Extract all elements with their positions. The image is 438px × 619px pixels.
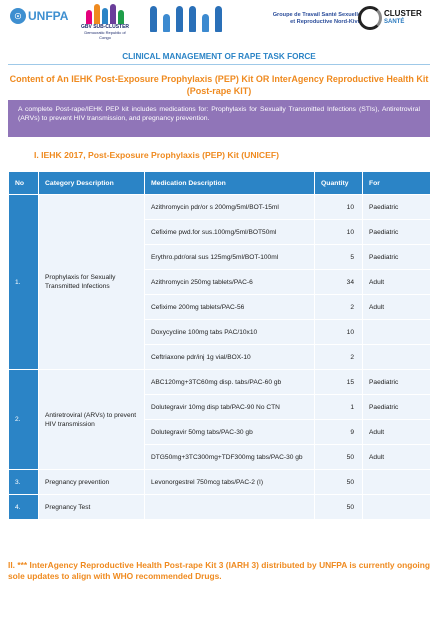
gts-line-1: Groupe de Travail Santé Sexuelle	[272, 12, 361, 18]
for-cell: Paediatric	[363, 245, 431, 270]
medication-cell: Ceftriaxone pdr/inj 1g vial/BOX-10	[145, 345, 315, 370]
medication-cell: Cefixime 200mg tablets/PAC-56	[145, 295, 315, 320]
cluster-line-1: CLUSTER	[384, 9, 422, 18]
quantity-cell: 50	[315, 445, 363, 470]
pep-kit-table	[8, 171, 431, 520]
header-medication: Medication Description	[145, 172, 315, 195]
table-row	[9, 370, 431, 395]
table-body	[9, 195, 431, 520]
gbv-subcluster-logo	[80, 2, 130, 40]
row-number: 4.	[9, 495, 39, 520]
row-number: 1.	[9, 195, 39, 370]
cluster-sante-logo	[358, 6, 422, 30]
gbv-name: GBV SUB-CLUSTER	[80, 24, 130, 30]
page-title: Content of An IEHK Post-Exposure Prophylaxis (PEP) Kit OR InterAgency Reproductive Health Kit (Post-rape KIT)	[9, 74, 429, 96]
quantity-cell: 34	[315, 270, 363, 295]
quantity-cell: 50	[315, 495, 363, 520]
category-cell: Antiretroviral (ARVs) to prevent HIV transmission	[39, 370, 145, 470]
quantity-cell: 2	[315, 345, 363, 370]
quantity-cell: 50	[315, 470, 363, 495]
medication-cell: Doxycycline 100mg tabs PAC/10x10	[145, 320, 315, 345]
for-cell	[363, 495, 431, 520]
for-cell: Adult	[363, 270, 431, 295]
table-row	[9, 470, 431, 495]
quantity-cell: 9	[315, 420, 363, 445]
people-figures-icon	[150, 6, 222, 32]
quantity-cell: 1	[315, 395, 363, 420]
for-cell	[363, 345, 431, 370]
header-no: No	[9, 172, 39, 195]
header-quantity: Quantity	[315, 172, 363, 195]
medication-cell: Dolutegravir 50mg tabs/PAC-30 gb	[145, 420, 315, 445]
unfpa-logo	[10, 8, 68, 24]
for-cell: Paediatric	[363, 370, 431, 395]
medication-cell: Azithromycin 250mg tablets/PAC-6	[145, 270, 315, 295]
row-number: 2.	[9, 370, 39, 470]
for-cell: Paediatric	[363, 220, 431, 245]
for-cell: Adult	[363, 420, 431, 445]
medication-cell: DTG50mg+3TC300mg+TDF300mg tabs/PAC-30 gb	[145, 445, 315, 470]
medication-cell: Cefixime pwd.for sus.100mg/5ml/BOT50ml	[145, 220, 315, 245]
cluster-text	[384, 10, 422, 26]
for-cell: Adult	[363, 445, 431, 470]
quantity-cell: 2	[315, 295, 363, 320]
row-number: 3.	[9, 470, 39, 495]
medication-cell: Levonorgestrel 750mcg tabs/PAC-2 (I)	[145, 470, 315, 495]
cluster-line-2: SANTÉ	[384, 19, 405, 25]
medication-cell: ABC120mg+3TC60mg disp. tabs/PAC-60 gb	[145, 370, 315, 395]
divider	[8, 64, 430, 65]
intro-box: A complete Post-rape/IEHK PEP kit includes medications for: Prophylaxis for Sexually Transmitted Infections (STIs), Antiretroviral (ARVs) to prevent HIV transmission, and pregnancy prevention.	[8, 100, 430, 137]
for-cell: Adult	[363, 295, 431, 320]
for-cell: Paediatric	[363, 195, 431, 220]
gts-logo-text	[265, 12, 361, 26]
for-cell	[363, 320, 431, 345]
table-row	[9, 495, 431, 520]
table-row	[9, 195, 431, 220]
gbv-people-icon	[80, 2, 130, 24]
gts-line-2: et Reproductive Nord-Kivu	[290, 19, 361, 25]
medication-cell: Erythro.pdr/oral sus 125mg/5ml/BOT-100ml	[145, 245, 315, 270]
category-cell: Pregnancy prevention	[39, 470, 145, 495]
quantity-cell: 10	[315, 220, 363, 245]
quantity-cell: 15	[315, 370, 363, 395]
category-cell: Prophylaxis for Sexually Transmitted Infections	[39, 195, 145, 370]
table-header-row	[9, 172, 431, 195]
medication-cell	[145, 495, 315, 520]
header-logos	[0, 0, 438, 44]
quantity-cell: 5	[315, 245, 363, 270]
gbv-sub: Democratic Republic of Congo	[84, 30, 126, 40]
category-cell: Pregnancy Test	[39, 495, 145, 520]
footer-note: II. *** InterAgency Reproductive Health Post-rape Kit 3 (IARH 3) distributed by UNFPA is currently ongoing sole updates to align with WHO recommended Drugs.	[8, 560, 430, 581]
quantity-cell: 10	[315, 195, 363, 220]
header-category: Category Description	[39, 172, 145, 195]
unfpa-logo-text: UNFPA	[28, 9, 69, 23]
medication-cell: Azithromycin pdr/or s 200mg/5ml/BOT-15ml	[145, 195, 315, 220]
for-cell: Paediatric	[363, 395, 431, 420]
quantity-cell: 10	[315, 320, 363, 345]
for-cell	[363, 470, 431, 495]
medication-cell: Dolutegravir 10mg disp tab/PAC-90 No CTN	[145, 395, 315, 420]
task-force-heading: CLINICAL MANAGEMENT OF RAPE TASK FORCE	[122, 52, 316, 61]
un-emblem-icon: ☉	[10, 8, 26, 24]
header-for: For	[363, 172, 431, 195]
cluster-circle-icon	[358, 6, 382, 30]
section-title: I. IEHK 2017, Post-Exposure Prophylaxis (PEP) Kit (UNICEF)	[34, 150, 279, 160]
